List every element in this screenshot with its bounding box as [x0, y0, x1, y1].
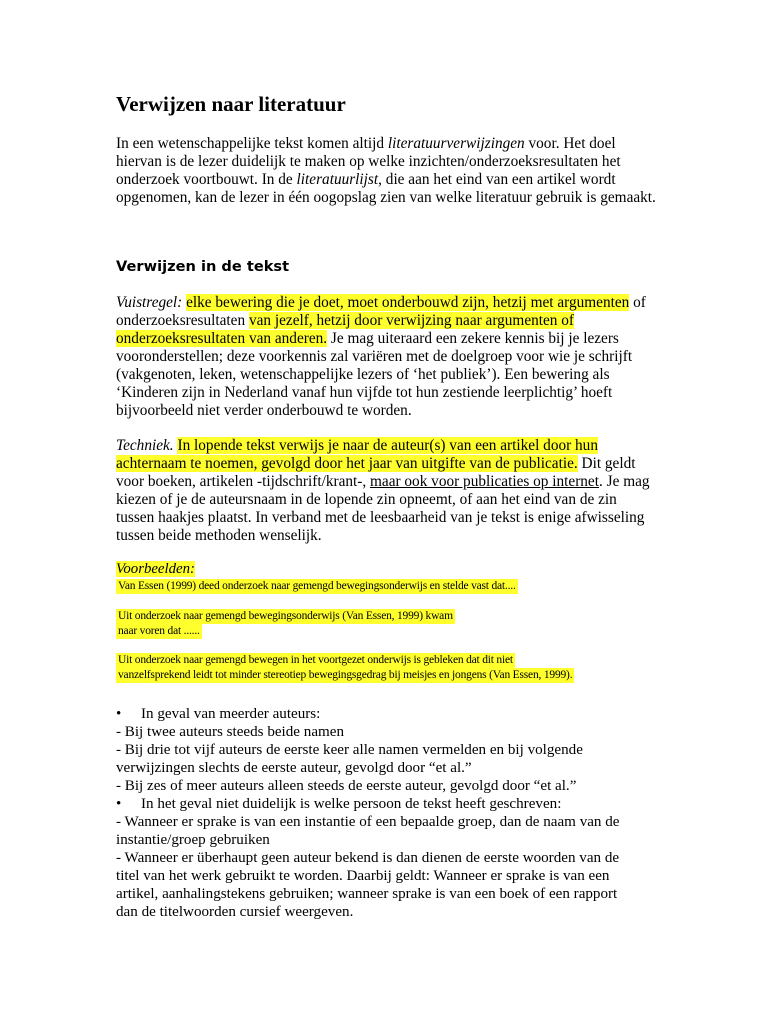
list-line: - Bij drie tot vijf auteurs de eerste keer alle namen vermelden en bij volgende [116, 742, 583, 758]
bullet-icon: • [116, 706, 122, 722]
intro-term-literatuurverwijzingen: literatuurverwijzingen [387, 135, 525, 152]
vuistregel-label: Vuistregel: [116, 294, 183, 311]
intro-paragraph [116, 135, 656, 207]
list-line: artikel, aanhalingstekens gebruiken; wanneer sprake is van een boek of een rapport [116, 886, 618, 902]
techniek-text-1: Dit geldt voor boeken, artikelen -tijdschrift/krant-, [116, 455, 636, 490]
list-item-text: In geval van meerder auteurs: [141, 706, 321, 722]
techniek-paragraph [116, 437, 656, 545]
intro-text-3: , die aan het eind van een artikel wordt opgenomen, kan de lezer in één oogopslag zien van welke literatuur gebruik is gemaakt. [116, 171, 656, 206]
list-item-text: In het geval niet duidelijk is welke persoon de tekst heeft geschreven: [141, 796, 562, 812]
list-item [116, 795, 676, 813]
author-rules-list [116, 705, 676, 921]
list-line: - Bij zes of meer auteurs alleen steeds de eerste auteur, gevolgd door “et al.” [116, 778, 577, 794]
list-line: - Wanneer er überhaupt geen auteur bekend is dan dienen de eerste woorden van de [116, 850, 620, 866]
example-3-line-2: vanzelfsprekend leidt tot minder stereotiep bewegingsgedrag bij meisjes en jongens (Van Essen, 1999). [118, 669, 573, 681]
intro-text-2: voor. Het doel hiervan is de lezer duidelijk te maken op welke inzichten/onderzoeksresultaten het onderzoek voortbouwt. In de [116, 135, 621, 188]
techniek-label: Techniek. [116, 437, 174, 454]
vuistregel-highlight-1: elke bewering die je doet, moet onderbouwd zijn, hetzij met argumenten [186, 294, 630, 311]
list-line: - Bij twee auteurs steeds beide namen [116, 724, 345, 740]
example-2 [116, 609, 676, 639]
page-title: Verwijzen naar literatuur [116, 92, 346, 116]
list-line: instantie/groep gebruiken [116, 832, 270, 848]
intro-text-1: In een wetenschappelijke tekst komen altijd [116, 135, 388, 152]
example-3 [116, 653, 676, 683]
techniek-underlined-text: maar ook voor publicaties op internet [370, 473, 599, 490]
techniek-text-2: . Je mag kiezen of je de auteursnaam in de lopende zin opneemt, of aan het eind van de zin tussen haakjes plaatst. In verband met de leesbaarheid van je tekst is enige afwisseling tussen beide methoden wenselijk. [116, 473, 650, 544]
vuistregel-text-1: of onderzoeksresultaten [116, 294, 646, 329]
intro-term-literatuurlijst: literatuurlijst [296, 171, 379, 188]
example-2-line-2: naar voren dat ...... [118, 625, 200, 637]
list-line: dan de titelwoorden cursief weergeven. [116, 904, 354, 920]
vuistregel-text-2: Je mag uiteraard een zekere kennis bij je lezers vooronderstellen; deze voorkennis zal variëren met de doelgroep voor wie je schrijft (vakgenoten, leken, wetenschappelijke lezers of ‘het publiek’). Een bewering als ‘Kinderen zijn in Nederland vanaf hun vijfde tot hun zestiende leerplichtig’ hoeft bijvoorbeeld niet verder onderbouwd te worden. [116, 330, 633, 419]
bullet-icon: • [116, 796, 122, 812]
section-heading: Verwijzen in de tekst [116, 258, 290, 275]
list-line: verwijzingen slechts de eerste auteur, gevolgd door “et al.” [116, 760, 472, 776]
example-2-line-1: Uit onderzoek naar gemengd bewegingsonderwijs (Van Essen, 1999) kwam [118, 610, 453, 622]
example-1-text: Van Essen (1999) deed onderzoek naar gemengd bewegingsonderwijs en stelde vast dat.... [118, 580, 516, 592]
voorbeelden-label: Voorbeelden: [116, 561, 195, 577]
example-1 [116, 579, 676, 594]
list-item [116, 705, 676, 723]
example-3-line-1: Uit onderzoek naar gemengd bewegen in het voortgezet onderwijs is gebleken dat dit niet [118, 654, 513, 666]
list-line: - Wanneer er sprake is van een instantie of een bepaalde groep, dan de naam van de [116, 814, 620, 830]
vuistregel-highlight-2: van jezelf, hetzij door verwijzing naar argumenten of onderzoeksresultaten van anderen. [116, 312, 575, 347]
voorbeelden-label-block [116, 560, 656, 578]
techniek-highlight: In lopende tekst verwijs je naar de auteur(s) van een artikel door hun achternaam te noemen, gevolgd door het jaar van uitgifte van de publicatie. [116, 437, 598, 472]
vuistregel-paragraph [116, 294, 656, 420]
list-line: titel van het werk gebruikt te worden. Daarbij geldt: Wanneer er sprake is van een [116, 868, 610, 884]
